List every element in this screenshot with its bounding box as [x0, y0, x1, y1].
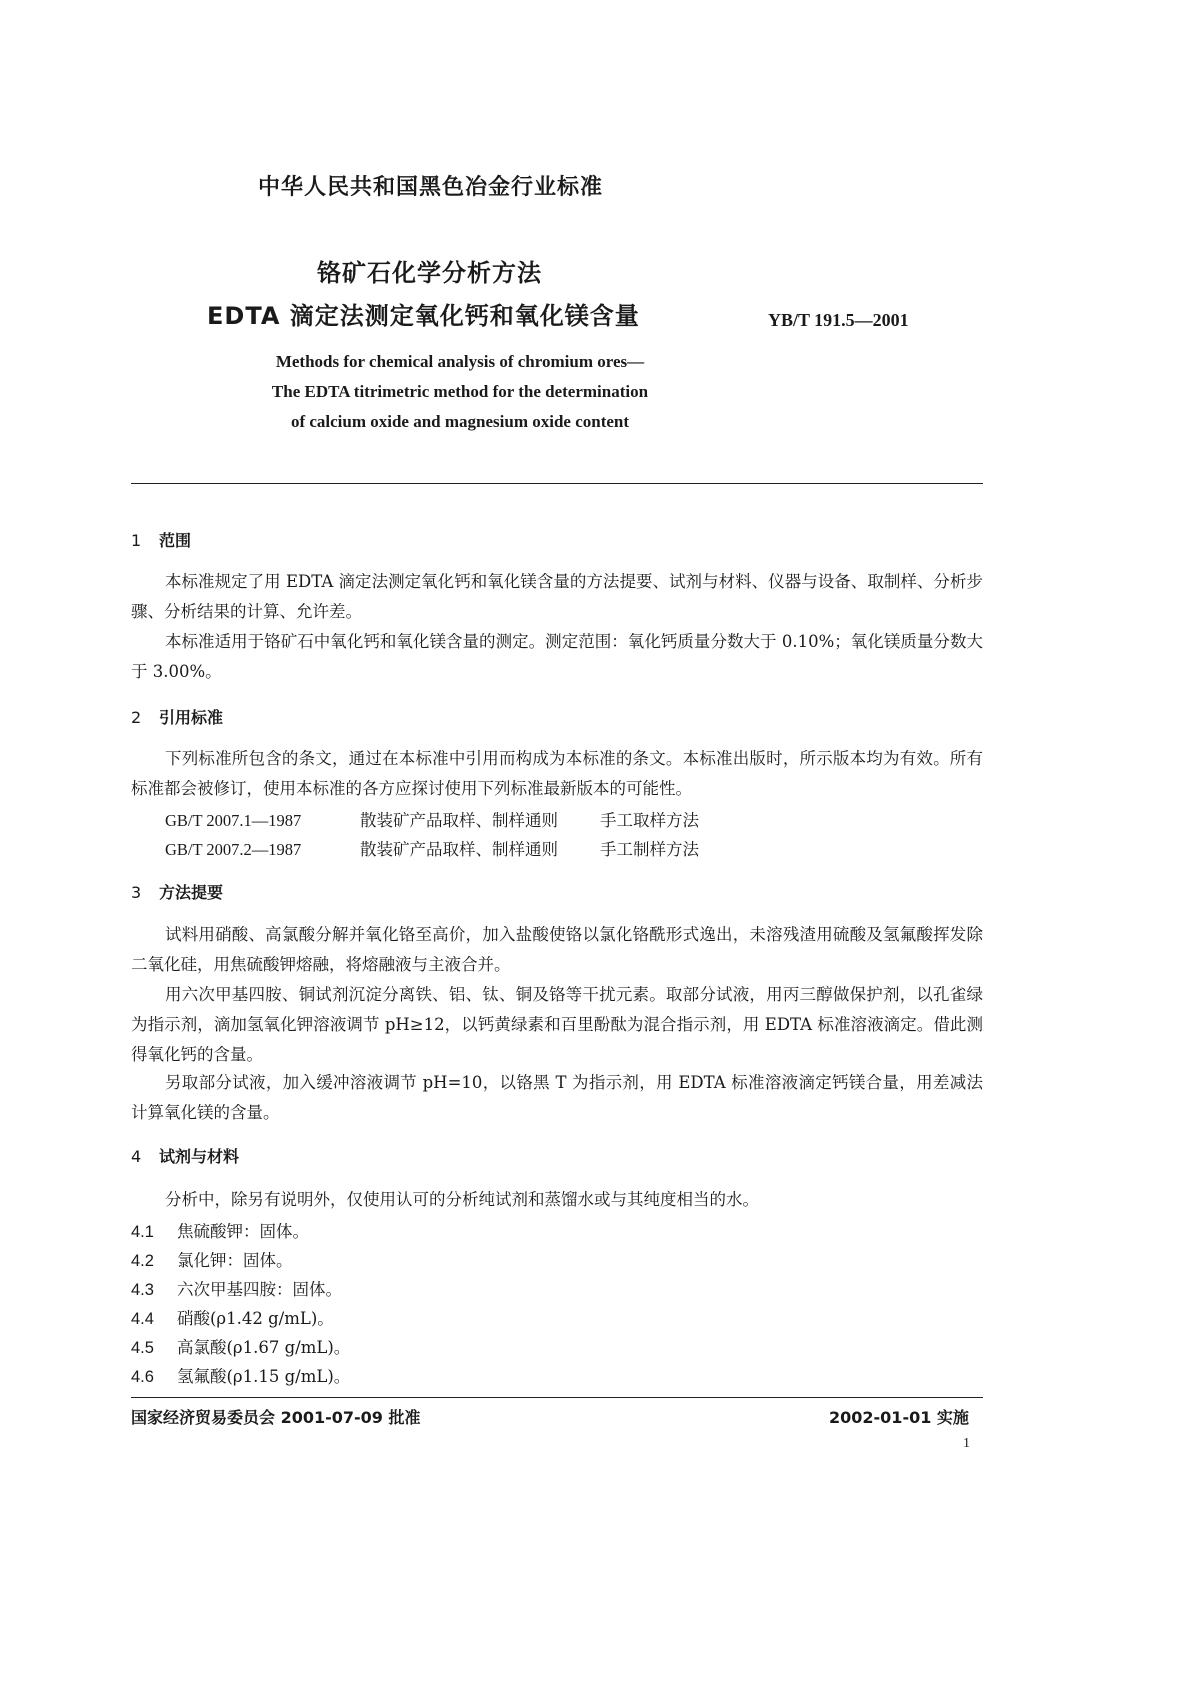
effective-date: 2002-01-01 实施	[829, 1408, 969, 1427]
reference-title: 散装矿产品取样、制样通则	[360, 840, 558, 859]
item-number: 4.3	[131, 1281, 154, 1299]
standard-code	[768, 310, 909, 331]
paragraph: 用六次甲基四胺、铜试剂沉淀分离铁、铝、钛、铜及铬等干扰元素。取部分试液，用丙三醇做保护剂，以孔雀绿为指示剂，滴加氢氧化钾溶液调节 pH≥12，以钙黄绿素和百里酚酞为混合指示剂，用 EDTA 标准溶液滴定。借此测得氧化钙的含量。	[131, 985, 983, 1064]
list-item	[131, 1247, 293, 1271]
section-number: 1	[131, 531, 142, 550]
reference-code: GB/T 2007.1—1987	[165, 811, 302, 830]
item-text: 氢氟酸(ρ1.15 g/mL)。	[177, 1367, 351, 1386]
list-item	[131, 1305, 334, 1329]
paragraph: 下列标准所包含的条文，通过在本标准中引用而构成为本标准的条文。本标准出版时，所示版本均为有效。所有标准都会被修订，使用本标准的各方应探讨使用下列标准最新版本的可能性。	[131, 749, 983, 798]
section-number: 4	[131, 1147, 142, 1166]
section-heading-3	[131, 880, 223, 903]
standard-code-text: YB/T 191.5—2001	[768, 310, 909, 330]
reference-subtitle: 手工制样方法	[600, 840, 699, 859]
section-title: 试剂与材料	[159, 1147, 240, 1166]
item-number: 4.1	[131, 1223, 154, 1241]
title-chinese-line1: 铬矿石化学分析方法	[317, 259, 542, 287]
standard-body-heading: 中华人民共和国黑色冶金行业标准	[258, 175, 604, 200]
header-divider	[131, 483, 983, 484]
section-title: 引用标准	[159, 708, 224, 727]
item-number: 4.6	[131, 1368, 154, 1386]
section-title: 范围	[159, 531, 192, 550]
section-heading-2	[131, 705, 223, 728]
list-item	[131, 1334, 350, 1358]
list-item	[131, 1276, 342, 1300]
page-number: 1	[963, 1436, 970, 1451]
item-text: 焦硫酸钾：固体。	[177, 1222, 309, 1241]
paragraph: 本标准规定了用 EDTA 滴定法测定氧化钙和氧化镁含量的方法提要、试剂与材料、仪器与设备、取制样、分析步骤、分析结果的计算、允许差。	[131, 572, 983, 621]
title-english-line2: The EDTA titrimetric method for the determination	[271, 382, 649, 401]
item-number: 4.2	[131, 1252, 154, 1270]
paragraph: 试料用硝酸、高氯酸分解并氧化铬至高价，加入盐酸使铬以氯化铬酰形式逸出，未溶残渣用硫酸及氢氟酸挥发除二氧化硅，用焦硫酸钾熔融，将熔融液与主液合并。	[131, 925, 983, 974]
item-text: 高氯酸(ρ1.67 g/mL)。	[177, 1338, 351, 1357]
reference-subtitle: 手工取样方法	[600, 811, 699, 830]
list-item	[131, 1363, 350, 1387]
footer-divider	[131, 1397, 983, 1398]
section-title: 方法提要	[159, 883, 224, 902]
title-chinese-line2: EDTA 滴定法测定氧化钙和氧化镁含量	[207, 302, 640, 330]
reference-code: GB/T 2007.2—1987	[165, 840, 302, 859]
title-english-line1: Methods for chemical analysis of chromium ores—	[275, 352, 645, 371]
section-number: 2	[131, 708, 142, 727]
approval-date: 国家经济贸易委员会 2001-07-09 批准	[131, 1408, 421, 1427]
section-heading-1	[131, 528, 191, 551]
reference-title: 散装矿产品取样、制样通则	[360, 811, 558, 830]
item-number: 4.4	[131, 1310, 154, 1328]
paragraph: 另取部分试液，加入缓冲溶液调节 pH=10，以铬黑 T 为指示剂，用 EDTA 标准溶液滴定钙镁合量，用差减法计算氧化镁的含量。	[131, 1073, 983, 1122]
title-english-line3: of calcium oxide and magnesium oxide content	[290, 412, 630, 431]
section-heading-4	[131, 1144, 239, 1167]
section-number: 3	[131, 883, 142, 902]
list-item	[131, 1218, 309, 1242]
item-text: 硝酸(ρ1.42 g/mL)。	[177, 1309, 334, 1328]
item-number: 4.5	[131, 1339, 154, 1357]
paragraph: 分析中，除另有说明外，仅使用认可的分析纯试剂和蒸馏水或与其纯度相当的水。	[165, 1190, 759, 1209]
item-text: 六次甲基四胺：固体。	[177, 1280, 342, 1299]
reference-row	[165, 836, 699, 860]
paragraph: 本标准适用于铬矿石中氧化钙和氧化镁含量的测定。测定范围：氧化钙质量分数大于 0.10%；氧化镁质量分数大于 3.00%。	[131, 632, 983, 681]
item-text: 氯化钾：固体。	[177, 1251, 293, 1270]
reference-row	[165, 807, 699, 831]
